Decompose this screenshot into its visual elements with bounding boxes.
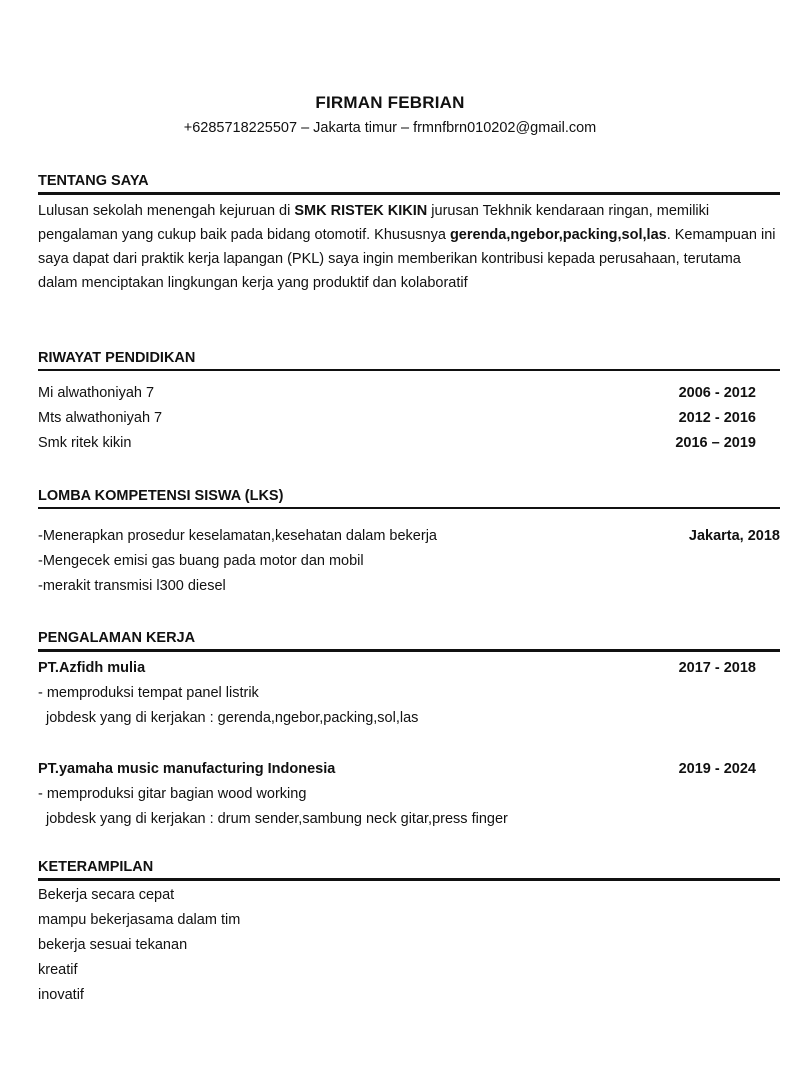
job-description: - memproduksi tempat panel listrik xyxy=(38,685,259,701)
experience-section xyxy=(38,629,780,832)
skill-item: bekerja sesuai tekanan xyxy=(38,937,188,953)
lks-title: LOMBA KOMPETENSI SISWA (LKS) xyxy=(38,487,780,509)
education-row xyxy=(38,406,780,431)
skill-item: mampu bekerjasama dalam tim xyxy=(38,912,241,928)
job-jobdesk: jobdesk yang di kerjakan : drum sender,sambung neck gitar,press finger xyxy=(46,811,508,827)
education-section xyxy=(38,349,780,456)
about-text-1: Lulusan sekolah menengah kejuruan di xyxy=(38,203,295,219)
job-entry xyxy=(38,757,780,832)
job-description: - memproduksi gitar bagian wood working xyxy=(38,786,307,802)
about-text-2: jurusan Tekhnik kendaraan ringan, memiliki pengalaman yang cukup baik pada bidang otomotif. Khususnya xyxy=(38,203,710,243)
contact-line: +6285718225507 – Jakarta timur – frmnfbrn010202@gmail.com xyxy=(183,120,597,136)
job-company: PT.yamaha music manufacturing Indonesia xyxy=(38,761,336,777)
job-jobdesk: jobdesk yang di kerjakan : gerenda,ngebor,packing,sol,las xyxy=(46,710,419,726)
job-years: 2019 - 2024 xyxy=(678,761,756,777)
job-company: PT.Azfidh mulia xyxy=(38,660,146,676)
lks-section xyxy=(38,487,780,599)
skill-item: inovatif xyxy=(38,987,84,1003)
skills-section xyxy=(38,858,780,1008)
job-header xyxy=(38,757,780,782)
education-title: RIWAYAT PENDIDIKAN xyxy=(38,349,780,371)
about-section xyxy=(38,172,780,295)
lks-item: -merakit transmisi l300 diesel xyxy=(38,578,226,594)
about-text-3: . Kemampuan ini saya dapat dari praktik kerja lapangan (PKL) saya ingin memberikan kontribusi kepada perusahaan, terutama dalam menciptakan lingkungan kerja yang produktif dan kolaboratif xyxy=(38,227,776,291)
education-years: 2016 – 2019 xyxy=(675,435,756,451)
lks-row xyxy=(38,524,780,549)
about-school: SMK RISTEK KIKIN xyxy=(294,203,428,219)
lks-item: -Menerapkan prosedur keselamatan,kesehatan dalam bekerja xyxy=(38,528,437,544)
skill-item: Bekerja secara cepat xyxy=(38,887,175,903)
education-school: Mts alwathoniyah 7 xyxy=(38,410,163,426)
education-row xyxy=(38,381,780,406)
education-school: Smk ritek kikin xyxy=(38,435,132,451)
job-years: 2017 - 2018 xyxy=(678,660,756,676)
job-header xyxy=(38,656,780,681)
education-years: 2012 - 2016 xyxy=(678,410,756,426)
education-row xyxy=(38,431,780,456)
skill-item: kreatif xyxy=(38,962,78,978)
education-years: 2006 - 2012 xyxy=(678,385,756,401)
resume-header xyxy=(0,93,780,137)
lks-location: Jakarta, 2018 xyxy=(688,528,780,544)
experience-title: PENGALAMAN KERJA xyxy=(38,629,780,652)
education-list xyxy=(38,381,780,456)
about-title: TENTANG SAYA xyxy=(38,172,780,195)
lks-item: -Mengecek emisi gas buang pada motor dan mobil xyxy=(38,553,364,569)
skills-title: KETERAMPILAN xyxy=(38,858,780,881)
education-school: Mi alwathoniyah 7 xyxy=(38,385,155,401)
candidate-name: FIRMAN FEBRIAN xyxy=(315,93,465,112)
about-skills: gerenda,ngebor,packing,sol,las xyxy=(449,227,667,243)
skills-list xyxy=(38,883,780,1008)
job-entry xyxy=(38,656,780,731)
about-paragraph xyxy=(38,199,780,295)
lks-list xyxy=(38,524,780,599)
